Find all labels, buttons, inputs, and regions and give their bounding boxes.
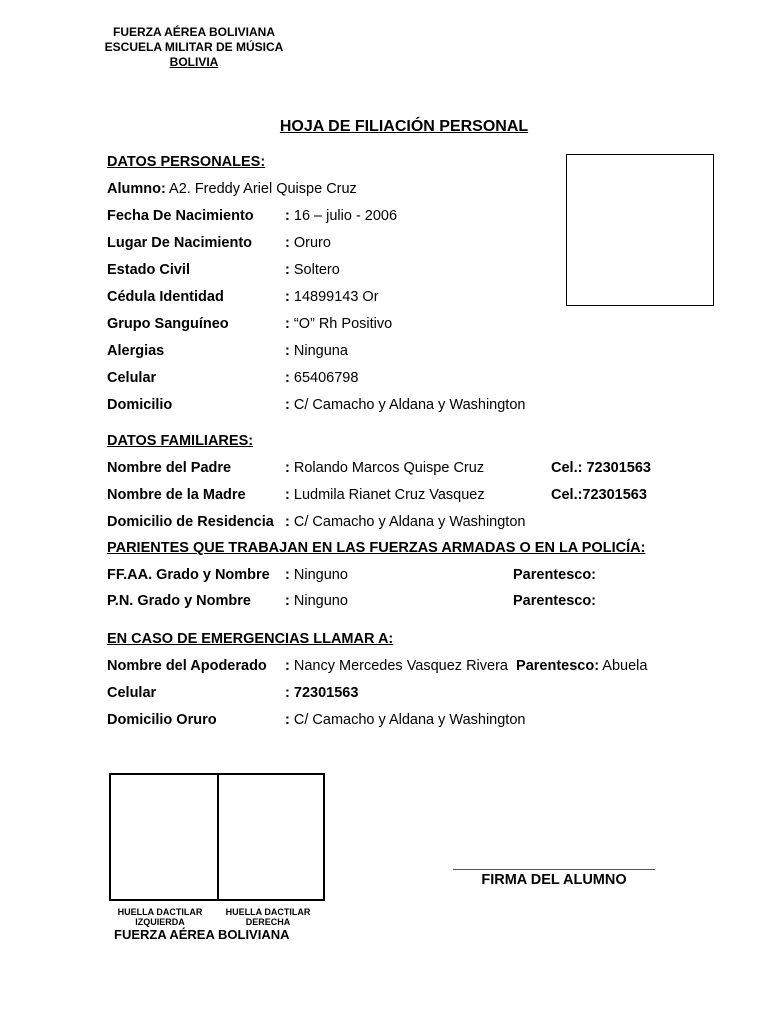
colon: :	[285, 514, 290, 530]
fingerprint-right-line1: HUELLA DACTILAR	[225, 907, 311, 917]
mother-label: Nombre de la Madre	[107, 487, 246, 503]
signature-label: FIRMA DEL ALUMNO	[481, 872, 627, 888]
header-country: BOLIVIA	[169, 55, 219, 69]
apoderado-parentesco-label: Parentesco:	[516, 658, 600, 674]
emergency-heading: EN CASO DE EMERGENCIAS LLAMAR A:	[107, 631, 394, 647]
alumno-label: Alumno:	[107, 181, 166, 197]
colon: :	[285, 593, 290, 609]
personal-row-value-wrap	[285, 207, 397, 225]
pn-parentesco: Parentesco:	[513, 593, 597, 609]
emergency-domicilio-value: C/ Camacho y Aldana y Washington	[293, 712, 526, 728]
personal-row-label: Fecha De Nacimiento	[107, 208, 254, 224]
colon: :	[285, 658, 290, 674]
colon: :	[285, 397, 290, 413]
ffaa-value: Ninguno	[293, 567, 348, 583]
fingerprint-left-label	[110, 907, 210, 927]
mother-value-row	[285, 486, 485, 504]
personal-row-value: 16 – julio - 2006	[293, 208, 398, 224]
residence-value-row	[285, 513, 525, 531]
apoderado-label: Nombre del Apoderado	[107, 658, 267, 674]
residence-value: C/ Camacho y Aldana y Washington	[293, 514, 526, 530]
fingerprint-right-label	[218, 907, 318, 927]
apoderado-parentesco-value: Abuela	[602, 658, 648, 674]
personal-row-label: Cédula Identidad	[107, 289, 224, 305]
personal-row-value: Soltero	[293, 262, 340, 278]
personal-row-label: Estado Civil	[107, 262, 190, 278]
personal-row-value: 65406798	[293, 370, 359, 386]
personal-row-label: Grupo Sanguíneo	[107, 316, 229, 332]
personal-row-value: Ninguna	[293, 343, 348, 359]
personal-row-label: Domicilio	[107, 397, 173, 413]
father-cel: Cel.: 72301563	[551, 460, 651, 476]
pn-value-row	[285, 592, 348, 610]
header-line-2: ESCUELA MILITAR DE MÚSICA	[104, 40, 284, 54]
colon: :	[285, 712, 290, 728]
fingerprint-left-line2: IZQUIERDA	[135, 917, 185, 927]
colon: :	[285, 343, 290, 359]
colon: :	[285, 316, 290, 332]
ffaa-value-row	[285, 566, 348, 584]
emergency-celular-row	[285, 684, 358, 702]
fingerprint-divider	[217, 775, 219, 899]
colon: :	[285, 460, 290, 476]
father-label: Nombre del Padre	[107, 460, 232, 476]
colon: :	[285, 208, 290, 224]
personal-row-value: C/ Camacho y Aldana y Washington	[293, 397, 526, 413]
header-line-1: FUERZA AÉREA BOLIVIANA	[113, 25, 275, 39]
personal-row-value-wrap	[285, 396, 525, 414]
relatives-heading: PARIENTES QUE TRABAJAN EN LAS FUERZAS ARMADAS O EN LA POLICÍA:	[107, 540, 646, 556]
mother-value: Ludmila Rianet Cruz Vasquez	[293, 487, 485, 503]
apoderado-value-row	[285, 657, 647, 675]
emergency-celular-label: Celular	[107, 685, 157, 701]
header-line-3	[84, 55, 304, 70]
colon: :	[285, 567, 290, 583]
alumno-value: A2. Freddy Ariel Quispe Cruz	[169, 181, 357, 197]
page-title: HOJA DE FILIACIÓN PERSONAL	[279, 118, 529, 135]
colon: :	[285, 235, 290, 251]
ffaa-label: FF.AA. Grado y Nombre	[107, 567, 270, 583]
colon: :	[285, 289, 290, 305]
pn-value: Ninguno	[293, 593, 348, 609]
personal-row-value-wrap	[285, 261, 340, 279]
colon: :	[285, 487, 290, 503]
pn-label: P.N. Grado y Nombre	[107, 593, 251, 609]
footer-text: FUERZA AÉREA BOLIVIANA	[114, 927, 290, 942]
personal-row-value-wrap	[285, 234, 331, 252]
emergency-celular-value: 72301563	[293, 685, 359, 701]
fingerprint-left-line1: HUELLA DACTILAR	[117, 907, 203, 917]
father-value: Rolando Marcos Quispe Cruz	[293, 460, 485, 476]
personal-row-label: Lugar De Nacimiento	[107, 235, 253, 251]
emergency-domicilio-row	[285, 711, 525, 729]
personal-row-value-wrap	[285, 342, 348, 360]
residence-label: Domicilio de Residencia	[107, 514, 274, 530]
personal-row-value: 14899143 Or	[293, 289, 379, 305]
colon: :	[285, 685, 290, 701]
family-heading: DATOS FAMILIARES:	[107, 433, 254, 449]
signature-line	[453, 869, 655, 870]
ffaa-parentesco: Parentesco:	[513, 567, 597, 583]
colon: :	[285, 262, 290, 278]
personal-row-value: Oruro	[293, 235, 331, 251]
photo-box	[566, 154, 714, 306]
fingerprint-boxes	[109, 773, 325, 901]
apoderado-value: Nancy Mercedes Vasquez Rivera	[293, 658, 508, 674]
personal-heading: DATOS PERSONALES:	[107, 154, 266, 170]
personal-row-value-wrap	[285, 288, 379, 306]
personal-row-value-wrap	[285, 369, 358, 387]
alumno-row	[107, 180, 357, 198]
emergency-domicilio-label: Domicilio Oruro	[107, 712, 217, 728]
colon: :	[285, 370, 290, 386]
fingerprint-right-line2: DERECHA	[245, 917, 291, 927]
personal-row-value: “O” Rh Positivo	[293, 316, 393, 332]
mother-cel: Cel.:72301563	[551, 487, 647, 503]
father-value-row	[285, 459, 484, 477]
personal-row-label: Alergias	[107, 343, 165, 359]
personal-row-label: Celular	[107, 370, 157, 386]
personal-row-value-wrap	[285, 315, 392, 333]
